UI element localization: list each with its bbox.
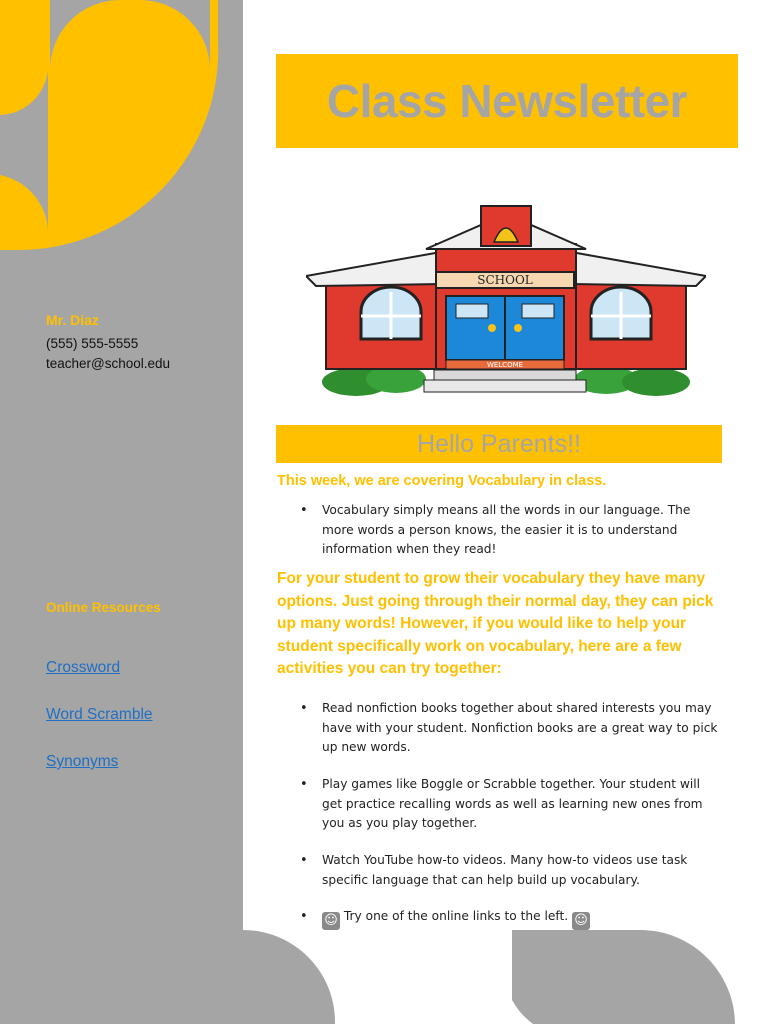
phone-number: (555) 555-5555 [46, 336, 139, 351]
teacher-name: Mr. Diaz [46, 312, 99, 328]
last-item-text: Try one of the online links to the left. [343, 909, 569, 923]
title-banner [276, 54, 738, 148]
list-item: • Read nonfiction books together about shared interests you may have with your student. Nonfiction books are a great way to pick up new words. [300, 699, 720, 758]
activity-list-3 [300, 851, 720, 890]
activity-list-1 [300, 699, 720, 758]
smiley-icon: ☺ [572, 912, 590, 930]
contact-block [46, 312, 170, 374]
link-word-scramble[interactable]: Word Scramble [46, 706, 153, 723]
sidebar-decoration [0, 0, 243, 260]
activity-list-2 [300, 775, 720, 834]
school-building-illustration [306, 204, 706, 399]
page-title: Class Newsletter [326, 75, 688, 127]
link-synonyms[interactable]: Synonyms [46, 753, 119, 770]
email-address: teacher@school.edu [46, 356, 171, 371]
list-item [300, 907, 720, 930]
activities-intro-paragraph: For your student to grow their vocabulary they have many options. Just going through their normal day, they can pick up many words! However, if you would like to help your student specifically work on vocabulary, here are a few activities you can try together: [277, 570, 714, 678]
welcome-mat-text: WELCOME [486, 361, 524, 369]
list-item: • Vocabulary simply means all the words in our language. The more words a person knows, the easier it is to understand information when they read! [300, 501, 720, 560]
activity-list-4 [300, 907, 720, 930]
resources-title: Online Resources [46, 600, 161, 615]
list-item: • Play games like Boggle or Scrabble together. Your student will get practice recalling words as well as learning new ones from you as you play together. [300, 775, 720, 834]
vocabulary-definition-list [300, 501, 720, 560]
greeting-banner: Hello Parents!! [276, 425, 722, 463]
sidebar [0, 0, 243, 1024]
smiley-icon: ☺ [322, 912, 340, 930]
bottom-decoration [0, 920, 768, 1024]
school-sign-text: SCHOOL [477, 273, 533, 287]
intro-text: This week, we are covering Vocabulary in class. [277, 473, 607, 489]
list-item: • Watch YouTube how-to videos. Many how-to videos use task specific language that can help build up vocabulary. [300, 851, 720, 890]
link-crossword[interactable]: Crossword [46, 659, 121, 676]
